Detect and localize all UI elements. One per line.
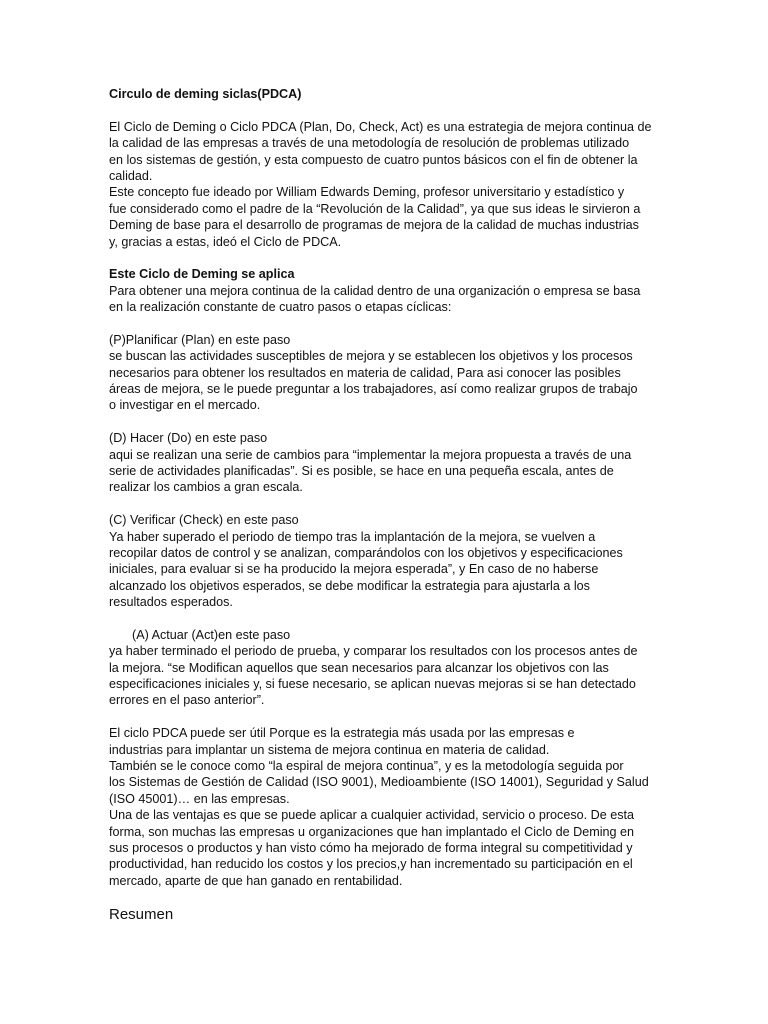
spacer: [109, 250, 661, 266]
text-line: alcanzado los objetivos esperados, se debe modificar la estrategia para ajustarla a los: [109, 578, 590, 593]
text-line: la mejora. “se Modifican aquellos que sean necesarios para alcanzar los objetivos con las: [109, 660, 609, 675]
section-heading: (A) Actuar (Act)en este paso: [132, 627, 291, 642]
text-line: resultados esperados.: [109, 595, 233, 610]
text-line: ya haber terminado el periodo de prueba, y comparar los resultados con los procesos antes de: [109, 644, 638, 659]
text-line: la calidad de las empresas a través de una metodología de resolución de problemas utilizado: [109, 136, 630, 151]
text-line: sus procesos o productos y han visto cómo ha mejorado de forma integral su competitividad y: [109, 840, 633, 855]
section-heading: (P)Planificar (Plan) en este paso: [109, 332, 291, 347]
text-line: industrias para implantar un sistema de mejora continua en materia de calidad.: [109, 742, 550, 757]
do-section: [109, 430, 661, 496]
text-line: iniciales, para evaluar si se ha producido la mejora esperada”, y En caso de no haberse: [109, 562, 599, 577]
text-line: los Sistemas de Gestión de Calidad (ISO 9001), Medioambiente (ISO 14001), Seguridad y Salud: [109, 775, 649, 790]
section-heading: (C) Verificar (Check) en este paso: [109, 513, 299, 528]
text-line: El Ciclo de Deming o Ciclo PDCA (Plan, Do, Check, Act) es una estrategia de mejora continua de: [109, 119, 652, 134]
text-line: necesarios para obtener los resultados en materia de calidad, Para asi conocer las posibles: [109, 365, 621, 380]
text-line: o investigar en el mercado.: [109, 398, 261, 413]
act-section: [109, 627, 661, 709]
text-line: áreas de mejora, se le puede preguntar a los trabajadores, así como realizar grupos de trabajo: [109, 382, 638, 397]
spacer: [109, 611, 661, 627]
closing-paragraph: [109, 725, 661, 889]
section-heading: (D) Hacer (Do) en este paso: [109, 431, 268, 446]
text-line: También se le conoce como “la espiral de mejora continua”, y es la metodología seguida por: [109, 759, 624, 774]
document-body: [109, 86, 661, 925]
text-line: calidad.: [109, 168, 153, 183]
spacer: [109, 496, 661, 512]
text-line: recopilar datos de control y se analizan, comparándolos con los objetivos y especificaciones: [109, 545, 623, 560]
text-line: forma, son muchas las empresas u organizaciones que han implantado el Ciclo de Deming en: [109, 824, 635, 839]
spacer: [109, 414, 661, 430]
text-line: en la realización constante de cuatro pasos o etapas cíclicas:: [109, 300, 452, 315]
text-line: especificaciones iniciales y, si fuese necesario, se aplican nuevas mejoras si se han detectado: [109, 677, 636, 692]
text-line: (ISO 45001)… en las empresas.: [109, 791, 290, 806]
text-line: Para obtener una mejora continua de la calidad dentro de una organización o empresa se basa: [109, 283, 641, 298]
document-title: Circulo de deming siclas(PDCA): [109, 87, 302, 101]
text-line: productividad, han reducido los costos y los precios,y han incrementado su participación en el: [109, 857, 633, 872]
text-line: errores en el paso anterior”.: [109, 693, 265, 708]
text-line: El ciclo PDCA puede ser útil Porque es la estrategia más usada por las empresas e: [109, 726, 575, 741]
check-section: [109, 512, 661, 610]
text-line: serie de actividades planificadas”. Si es posible, se hace en una pequeña escala, antes de: [109, 463, 614, 478]
section-heading: Este Ciclo de Deming se aplica: [109, 267, 295, 282]
text-line: Este concepto fue ideado por William Edwards Deming, profesor universitario y estadístico y: [109, 185, 625, 200]
text-line: en los sistemas de gestión, y esta compuesto de cuatro puntos básicos con el fin de obtener la: [109, 152, 638, 167]
resumen-heading: Resumen: [109, 906, 174, 924]
text-line: y, gracias a estas, ideó el Ciclo de PDCA.: [109, 234, 342, 249]
plan-section: [109, 332, 661, 414]
text-line: Deming de base para el desarrollo de programas de mejora de la calidad de muchas industrias: [109, 218, 639, 233]
text-line: Ya haber superado el periodo de tiempo tras la implantación de la mejora, se vuelven a: [109, 529, 596, 544]
text-line: se buscan las actividades susceptibles de mejora y se establecen los objetivos y los procesos: [109, 349, 633, 364]
text-line: Una de las ventajas es que se puede aplicar a cualquier actividad, servicio o proceso. De esta: [109, 808, 635, 823]
text-line: aqui se realizan una serie de cambios para “implementar la mejora propuesta a través de una: [109, 447, 632, 462]
spacer: [109, 315, 661, 331]
text-line: realizar los cambios a gran escala.: [109, 480, 303, 495]
spacer: [109, 709, 661, 725]
text-line: fue considerado como el padre de la “Revolución de la Calidad”, ya que sus ideas le sirvieron a: [109, 201, 641, 216]
spacer: [109, 102, 661, 118]
intro-paragraph: [109, 119, 661, 250]
text-line: mercado, aparte de que han ganado en rentabilidad.: [109, 873, 403, 888]
applies-section: [109, 266, 661, 315]
